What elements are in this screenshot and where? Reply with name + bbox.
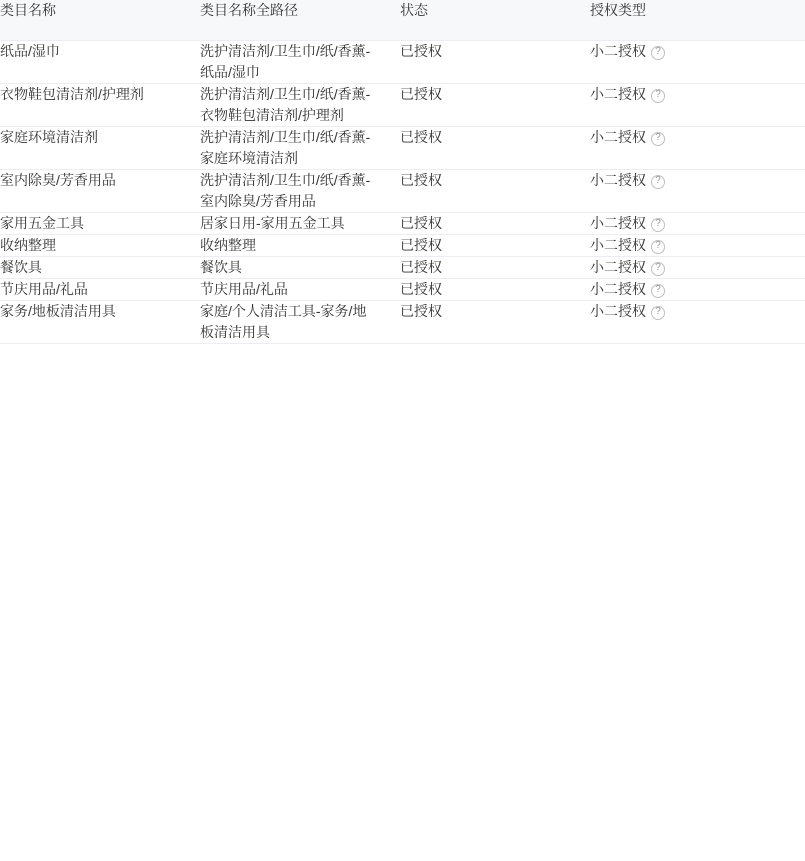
help-icon[interactable]: [651, 306, 665, 320]
cell-status: 已授权: [400, 281, 442, 297]
column-header-auth-type: 授权类型: [590, 0, 805, 41]
help-icon[interactable]: [651, 89, 665, 103]
auth-type-value-wrap: [590, 257, 665, 278]
table-row: [0, 170, 805, 213]
auth-type-value-wrap: [590, 41, 665, 62]
table-header: [0, 0, 805, 41]
cell-auth-type: [590, 84, 805, 127]
auth-type-label: 小二授权: [590, 43, 646, 59]
auth-type-value-wrap: [590, 279, 665, 300]
cell-category-name: 收纳整理: [0, 237, 56, 253]
column-header-category-name: 类目名称: [0, 0, 200, 41]
help-icon-glyph: ?: [655, 284, 661, 295]
cell-category-name: 节庆用品/礼品: [0, 281, 88, 297]
table-row: [0, 213, 805, 235]
auth-type-value-wrap: [590, 235, 665, 256]
auth-type-label: 小二授权: [590, 237, 646, 253]
auth-type-value-wrap: [590, 213, 665, 234]
cell-category-full-path: 节庆用品/礼品: [200, 281, 288, 297]
auth-type-label: 小二授权: [590, 215, 646, 231]
auth-type-label: 小二授权: [590, 303, 646, 319]
cell-category-full-path: 洗护清洁剂/卫生巾/纸/香薰-室内除臭/芳香用品: [200, 172, 371, 209]
help-icon-glyph: ?: [655, 132, 661, 143]
cell-category-full-path: 洗护清洁剂/卫生巾/纸/香薰-衣物鞋包清洁剂/护理剂: [200, 86, 371, 123]
cell-category-full-path: 餐饮具: [200, 259, 242, 275]
auth-type-label: 小二授权: [590, 281, 646, 297]
auth-type-value-wrap: [590, 127, 665, 148]
cell-auth-type: [590, 41, 805, 84]
help-icon-glyph: ?: [655, 240, 661, 251]
auth-type-value-wrap: [590, 170, 665, 191]
help-icon-glyph: ?: [655, 218, 661, 229]
cell-status: 已授权: [400, 237, 442, 253]
cell-category-name: 衣物鞋包清洁剂/护理剂: [0, 86, 144, 102]
cell-category-name: 家用五金工具: [0, 215, 84, 231]
cell-category-full-path: 收纳整理: [200, 237, 256, 253]
auth-type-label: 小二授权: [590, 259, 646, 275]
cell-auth-type: [590, 279, 805, 301]
cell-status: 已授权: [400, 215, 442, 231]
cell-status: 已授权: [400, 172, 442, 188]
table-header-row: [0, 0, 805, 41]
auth-type-value-wrap: [590, 84, 665, 105]
cell-auth-type: [590, 170, 805, 213]
table-row: [0, 84, 805, 127]
cell-auth-type: [590, 127, 805, 170]
help-icon[interactable]: [651, 284, 665, 298]
help-icon-glyph: ?: [655, 175, 661, 186]
help-icon[interactable]: [651, 175, 665, 189]
category-authorization-table: [0, 0, 805, 344]
cell-status: 已授权: [400, 86, 442, 102]
help-icon-glyph: ?: [655, 46, 661, 57]
cell-category-name: 室内除臭/芳香用品: [0, 172, 116, 188]
table-row: [0, 279, 805, 301]
cell-category-name: 纸品/湿巾: [0, 43, 60, 59]
cell-category-full-path: 洗护清洁剂/卫生巾/纸/香薰-家庭环境清洁剂: [200, 129, 371, 166]
cell-status: 已授权: [400, 129, 442, 145]
cell-status: 已授权: [400, 303, 442, 319]
cell-status: 已授权: [400, 43, 442, 59]
column-header-category-full-path: 类目名称全路径: [200, 0, 400, 41]
table-row: [0, 257, 805, 279]
cell-auth-type: [590, 235, 805, 257]
table-row: [0, 301, 805, 344]
table-row: [0, 235, 805, 257]
help-icon[interactable]: [651, 218, 665, 232]
cell-auth-type: [590, 213, 805, 235]
cell-category-name: 家务/地板清洁用具: [0, 303, 116, 319]
auth-type-label: 小二授权: [590, 172, 646, 188]
table-row: [0, 41, 805, 84]
auth-type-label: 小二授权: [590, 129, 646, 145]
help-icon-glyph: ?: [655, 262, 661, 273]
help-icon[interactable]: [651, 46, 665, 60]
cell-category-name: 餐饮具: [0, 259, 42, 275]
cell-category-full-path: 家庭/个人清洁工具-家务/地板清洁用具: [200, 303, 367, 340]
auth-type-label: 小二授权: [590, 86, 646, 102]
cell-status: 已授权: [400, 259, 442, 275]
cell-category-full-path: 居家日用-家用五金工具: [200, 215, 345, 231]
help-icon[interactable]: [651, 262, 665, 276]
auth-type-value-wrap: [590, 301, 665, 322]
help-icon-glyph: ?: [655, 306, 661, 317]
help-icon-glyph: ?: [655, 89, 661, 100]
cell-auth-type: [590, 301, 805, 344]
column-header-status: 状态: [400, 0, 590, 41]
table-row: [0, 127, 805, 170]
help-icon[interactable]: [651, 132, 665, 146]
table-body: [0, 41, 805, 344]
cell-auth-type: [590, 257, 805, 279]
help-icon[interactable]: [651, 240, 665, 254]
cell-category-name: 家庭环境清洁剂: [0, 129, 98, 145]
cell-category-full-path: 洗护清洁剂/卫生巾/纸/香薰-纸品/湿巾: [200, 43, 371, 80]
